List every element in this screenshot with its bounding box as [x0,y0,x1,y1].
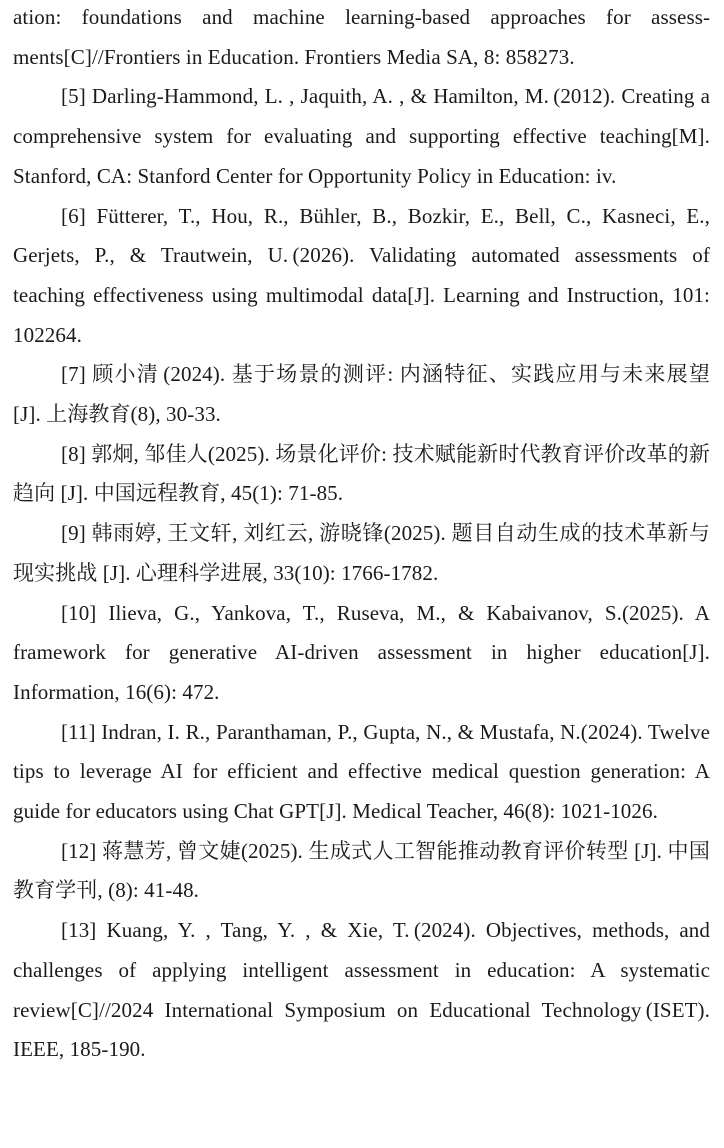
reference-list [13,0,710,1070]
reference-4-continuation: ation: foundations and machine learning-based approaches for assessments[C]//Frontiers in Education. Frontiers Media SA, 8: 858273. [13,5,710,69]
reference-10: [10] Ilieva, G., Yankova, T., Ruseva, M., & Kabaivanov, S.(2025). A framework for generative AI-driven assessment in higher education[J]. Information, 16(6): 472. [13,600,710,704]
reference-5: [5] Darling-Hammond, L. , Jaquith, A. , & Hamilton, M. (2012). Creating a comprehensive system for evaluating and supporting effective teaching[M]. Stanford, CA: Stanford Center for Opportunity Policy in Education: iv. [13,84,710,188]
reference-13: [13] Kuang, Y. , Tang, Y. , & Xie, T. (2024). Objectives, methods, and challenges of applying intelligent assessment in education: A systematic review[C]//2024 International Symposium on Educational Technology (ISET). IEEE, 185-190. [13,918,710,1062]
reference-11: [11] Indran, I. R., Paranthaman, P., Gupta, N., & Mustafa, N.(2024). Twelve tips to leverage AI for efficient and effective medical question generation: A guide for educators using Chat GPT[J]. Medical Teacher, 46(8): 1021-1026. [13,719,710,824]
reference-6: [6] Fütterer, T., Hou, R., Bühler, B., Bozkir, E., Bell, C., Kasneci, E., Gerjets, P., & Trautwein, U. (2026). Validating automated assessments of teaching effectiveness using multimodal data[J]. Learning and Instruction, 101: 102264. [13,203,710,347]
reference-9: [9] 韩雨婷, 王文轩, 刘红云, 游晓锋(2025). 题目自动生成的技术革新与现实挑战 [J]. 心理科学进展, 33(10): 1766-1782. [13,521,710,585]
reference-12: [12] 蒋慧芳, 曾文婕(2025). 生成式人工智能推动教育评价转型 [J]. 中国教育学刊, (8): 41-48. [13,838,710,903]
reference-8: [8] 郭炯, 邹佳人(2025). 场景化评价: 技术赋能新时代教育评价改革的新趋向 [J]. 中国远程教育, 45(1): 71-85. [13,441,710,506]
reference-7: [7] 顾小清 (2024). 基于场景的测评: 内涵特征、实践应用与未来展望 [J]. 上海教育(8), 30-33. [13,362,710,427]
